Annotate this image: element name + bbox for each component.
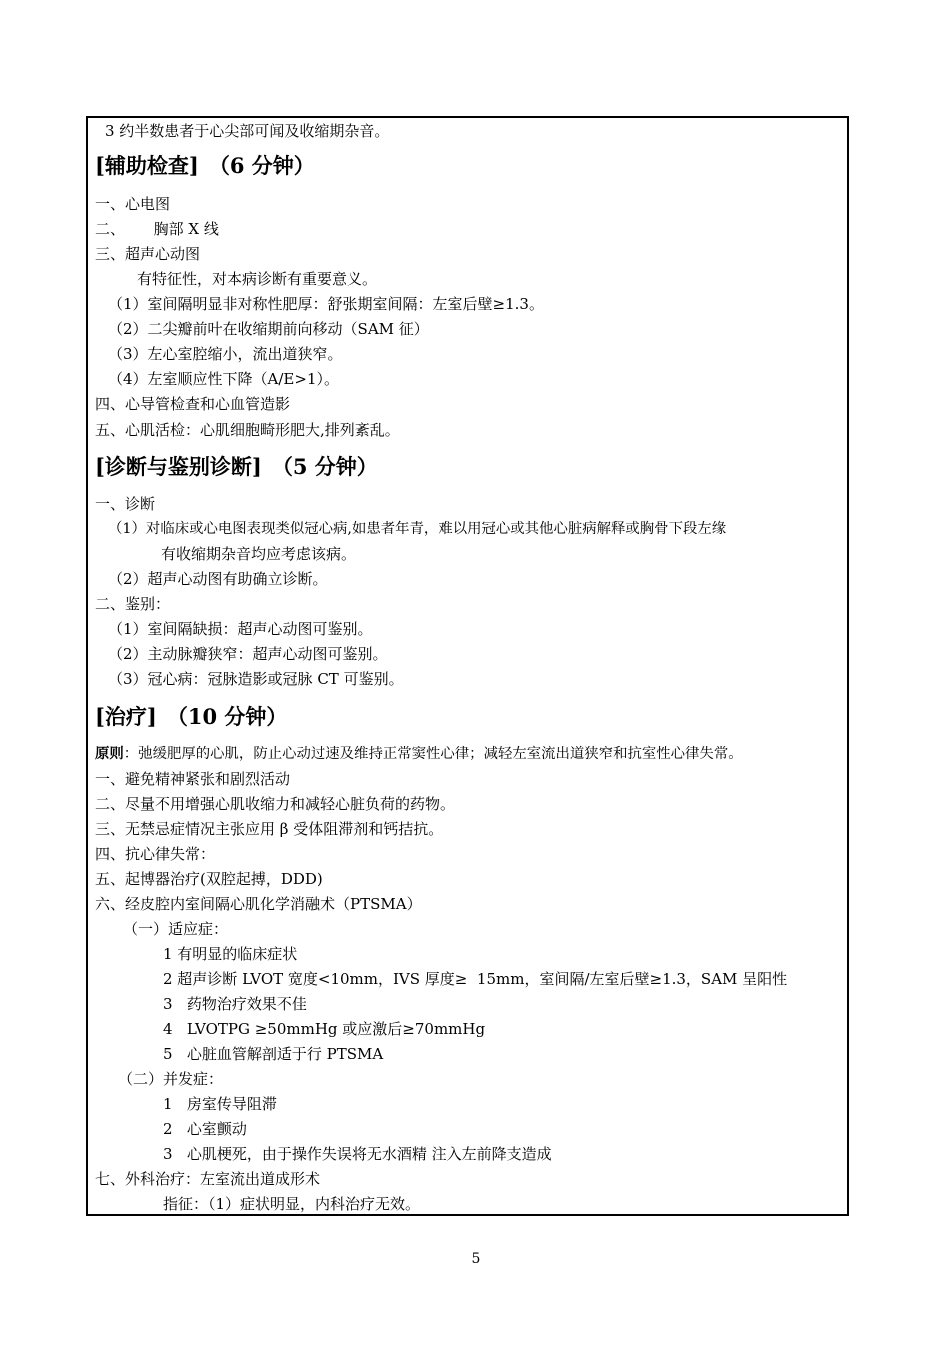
principle-label: 原则 xyxy=(95,745,124,762)
text-line: 一、避免精神紧张和剧烈活动 xyxy=(95,770,291,788)
text-line: 一、诊断 xyxy=(95,495,156,513)
principle-text: ：弛缓肥厚的心肌，防止心动过速及维持正常窦性心律；减轻左室流出道狭窄和抗室性心律失常。 xyxy=(123,746,743,762)
text-line: 5 心脏血管解剖适于行 PTSMA xyxy=(163,1045,384,1063)
text-line: （一）适应症： xyxy=(123,920,229,938)
text-line: （二）并发症： xyxy=(118,1070,224,1088)
heading-text: [治疗] xyxy=(95,704,157,729)
page-number: 5 xyxy=(471,1251,481,1267)
text-line: 六、经皮腔内室间隔心肌化学消融术（PTSMA） xyxy=(95,895,422,913)
text-line: （4）左室顺应性下降（A/E>1）。 xyxy=(108,370,339,388)
text-line: 1 有明显的临床症状 xyxy=(163,945,298,963)
text-line: 1 房室传导阻滞 xyxy=(163,1095,277,1113)
symptom-line: 3 约半数患者于心尖部可闻及收缩期杂音。 xyxy=(105,122,390,140)
text-line: 有特征性，对本病诊断有重要意义。 xyxy=(137,270,378,288)
heading-time: （6 分钟） xyxy=(208,153,315,178)
text-line: 4 LVOTPG ≥50mmHg 或应激后≥70mmHg xyxy=(163,1020,486,1038)
text-line: 七、外科治疗：左室流出道成形术 xyxy=(95,1170,321,1188)
text-line: （2）二尖瓣前叶在收缩期前向移动（SAM 征） xyxy=(108,320,429,338)
text-line: 三、无禁忌症情况主张应用 β 受体阻滞剂和钙拮抗。 xyxy=(95,820,444,838)
text-line: 二、尽量不用增强心肌收缩力和减轻心脏负荷的药物。 xyxy=(95,795,456,813)
text-line: 五、心肌活检：心肌细胞畸形肥大,排列紊乱。 xyxy=(95,421,400,439)
text-line: 四、心导管检查和心血管造影 xyxy=(95,395,291,413)
text-line: （1）室间隔缺损：超声心动图可鉴别。 xyxy=(108,620,373,638)
section-heading-diagnosis xyxy=(95,454,378,480)
section-heading-treatment xyxy=(95,704,287,730)
text-line: 指征：（1）症状明显，内科治疗无效。 xyxy=(163,1195,421,1213)
text-line: 3 药物治疗效果不佳 xyxy=(163,995,307,1013)
heading-time: （5 分钟） xyxy=(271,454,378,479)
text-line: 二、鉴别： xyxy=(95,595,171,613)
text-line: （1）对临床或心电图表现类似冠心病,如患者年青，难以用冠心或其他心脏病解释或胸骨下段左缘 xyxy=(108,521,727,537)
text-line: （2）超声心动图有助确立诊断。 xyxy=(108,570,328,588)
text-line: （3）左心室腔缩小，流出道狭窄。 xyxy=(108,345,343,363)
section-heading-aux xyxy=(95,153,315,179)
text-line: （1）室间隔明显非对称性肥厚：舒张期室间隔：左室后壁≥1.3。 xyxy=(108,295,544,313)
text-line: 一、心电图 xyxy=(95,195,171,213)
text-line: 有收缩期杂音均应考虑该病。 xyxy=(161,545,357,563)
text-line: 三、超声心动图 xyxy=(95,245,201,263)
text-line: 2 超声诊断 LVOT 宽度<10mm，IVS 厚度≥ 15mm，室间隔/左室后壁≥1.3，SAM 呈阳性 xyxy=(163,970,788,988)
text-line: （2）主动脉瓣狭窄：超声心动图可鉴别。 xyxy=(108,645,388,663)
heading-text: [诊断与鉴别诊断] xyxy=(95,454,262,479)
heading-text: [辅助检查] xyxy=(95,153,199,178)
text-line: 二、 胸部 X 线 xyxy=(95,220,219,238)
heading-time: （10 分钟） xyxy=(166,704,288,729)
text-line: 五、起博器治疗(双腔起搏，DDD) xyxy=(95,870,323,888)
text-line: （3）冠心病：冠脉造影或冠脉 CT 可鉴别。 xyxy=(108,670,404,688)
text-line: 3 心肌梗死，由于操作失误将无水酒精 注入左前降支造成 xyxy=(163,1145,552,1163)
text-line: 四、抗心律失常： xyxy=(95,845,216,863)
principle-line xyxy=(95,745,743,763)
text-line: 2 心室颤动 xyxy=(163,1120,247,1138)
